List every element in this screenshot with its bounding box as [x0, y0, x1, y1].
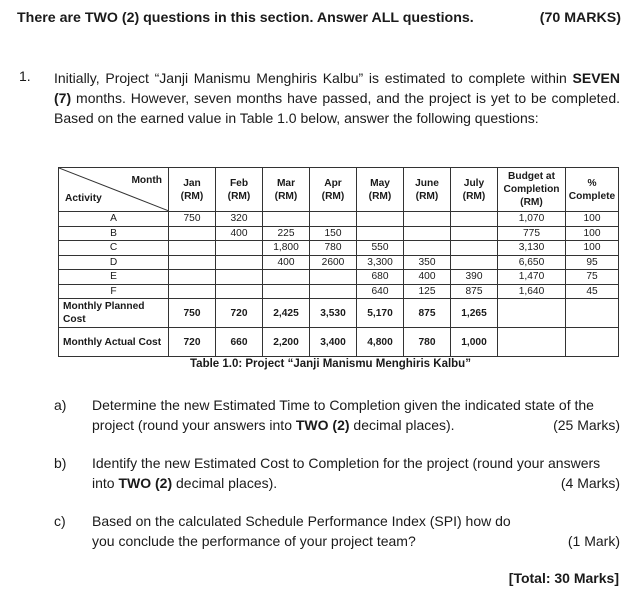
- planned-cost-row: Monthly Planned Cost 750 720 2,425 3,530 5,170 875 1,265: [59, 299, 619, 328]
- question-text: [54, 68, 620, 128]
- subquestion-label: b): [54, 455, 67, 471]
- month-header-mar: Mar (RM): [263, 168, 310, 212]
- total-marks: [Total: 30 Marks]: [508, 570, 619, 586]
- section-marks: (70 MARKS): [539, 10, 621, 26]
- table-row: E 680 400 390 1,470 75: [59, 270, 619, 285]
- earned-value-table: [58, 167, 619, 357]
- question-text-part2: months. However, seven months have passed, and the project is yet to be completed. Based on the earned value in Table 1.0 below, answer the following questions:: [54, 90, 620, 126]
- actual-cost-row: Monthly Actual Cost 720 660 2,200 3,400 4,800 780 1,000: [59, 328, 619, 357]
- subquestion-text: Based on the calculated Schedule Performance Index (SPI) how do you conclude the performance of your project team?: [92, 513, 511, 549]
- table-row: B 400 225 150 775 100: [59, 226, 619, 241]
- month-header-june: June (RM): [404, 168, 451, 212]
- question-text-part1: Initially, Project “Janji Manismu Menghiris Kalbu” is estimated to complete within: [54, 70, 573, 86]
- complete-header: % Complete: [566, 168, 619, 212]
- subquestion-label: c): [54, 513, 66, 529]
- table-row: A 750 320 1,070 100: [59, 212, 619, 227]
- budget-header: Budget at Completion (RM): [498, 168, 566, 212]
- subquestion-marks: (1 Mark): [567, 533, 620, 549]
- actual-cost-label: Monthly Actual Cost: [59, 328, 169, 357]
- table-caption: Table 1.0: Project “Janji Manismu Menghiris Kalbu”: [190, 358, 471, 370]
- subquestion-text: Determine the new Estimated Time to Completion given the indicated state of the project (round your answers into TWO (2) decimal places).: [92, 397, 594, 433]
- corner-header: [59, 168, 169, 212]
- corner-month-label: Month: [131, 175, 162, 186]
- month-header-jan: Jan (RM): [169, 168, 216, 212]
- table-row: F 640 125 875 1,640 45: [59, 284, 619, 299]
- subquestion-label: a): [54, 397, 67, 413]
- subquestion-marks: (4 Marks): [560, 475, 620, 491]
- section-instruction: There are TWO (2) questions in this section. Answer ALL questions.: [17, 10, 474, 26]
- planned-cost-label: Monthly Planned Cost: [59, 299, 169, 328]
- month-header-apr: Apr (RM): [310, 168, 357, 212]
- table-row: D 400 2600 3,300 350 6,650 95: [59, 255, 619, 270]
- question-bold-7: (7): [54, 90, 72, 106]
- month-header-may: May (RM): [357, 168, 404, 212]
- section-header: [17, 10, 621, 26]
- table-row: C 1,800 780 550 3,130 100: [59, 241, 619, 256]
- question-bold-seven: SEVEN: [572, 70, 620, 86]
- month-header-july: July (RM): [451, 168, 498, 212]
- subquestion-marks: (25 Marks): [553, 417, 620, 433]
- question-number: 1.: [19, 68, 31, 84]
- month-header-feb: Feb (RM): [216, 168, 263, 212]
- corner-activity-label: Activity: [65, 193, 102, 204]
- subquestion-text: Identify the new Estimated Cost to Completion for the project (round your answers into TWO (2) decimal places).: [92, 455, 601, 491]
